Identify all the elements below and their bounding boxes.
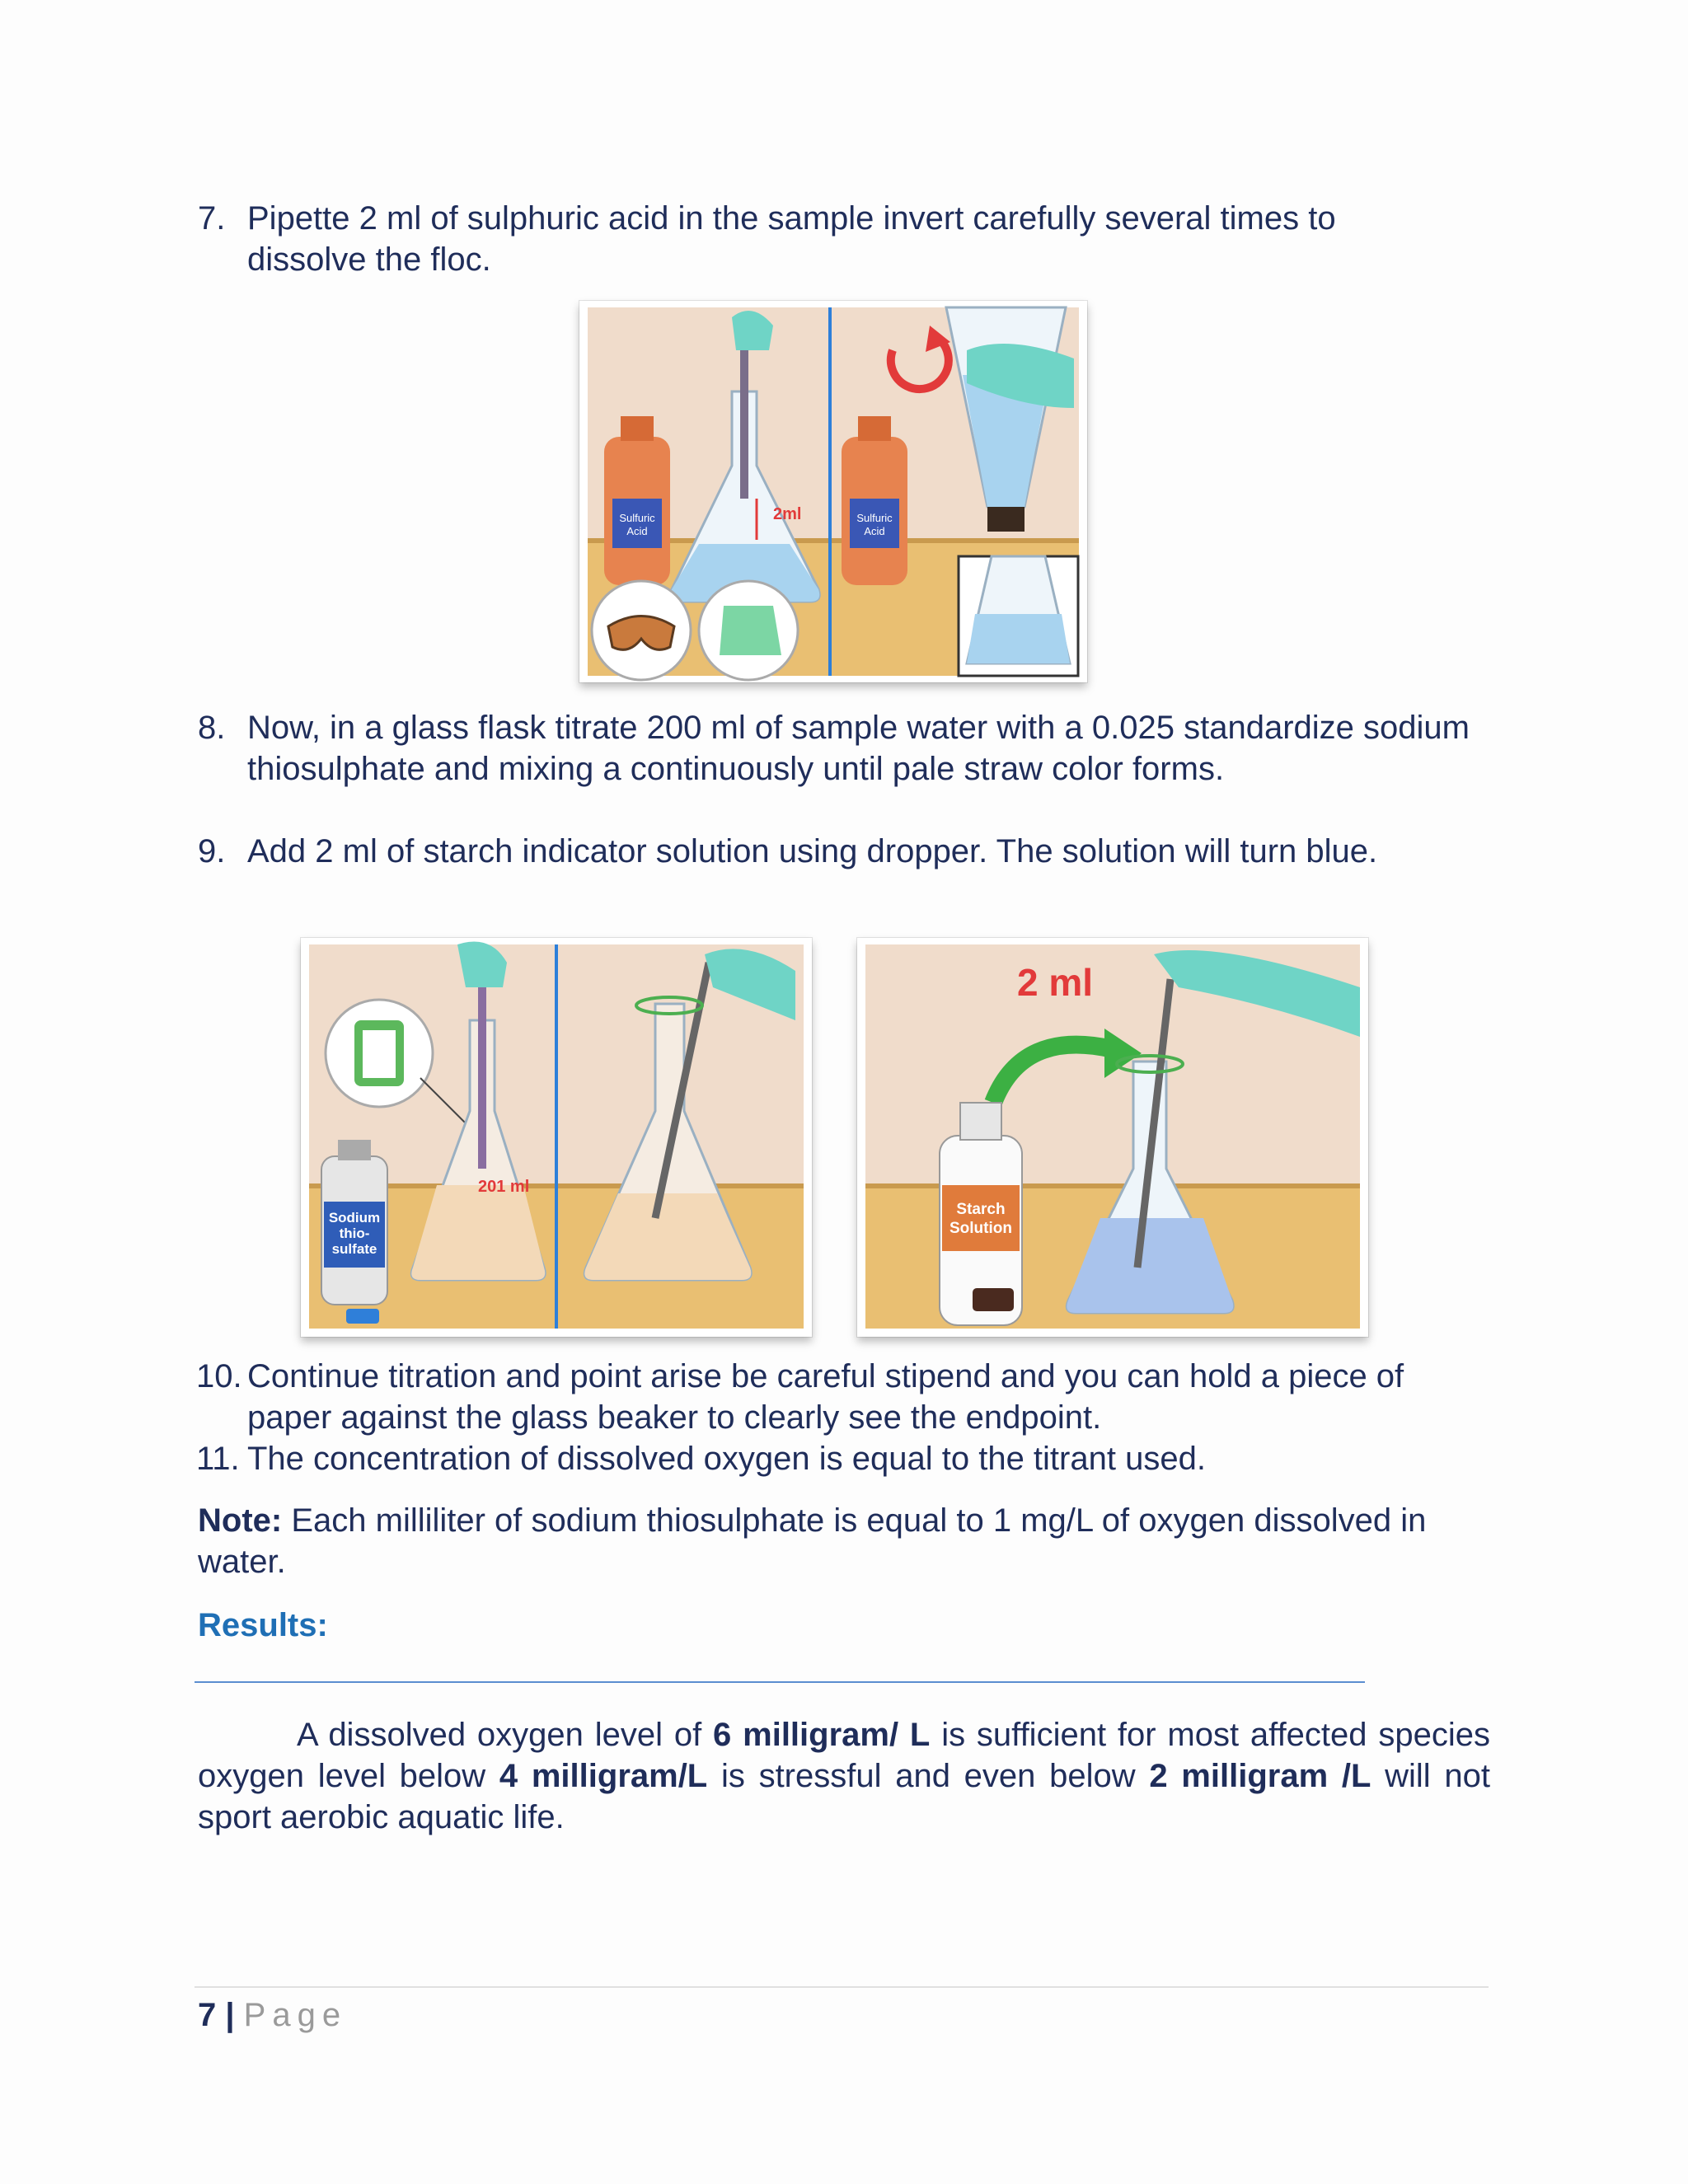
list-number: 7. bbox=[198, 200, 226, 237]
figure-starch-solution bbox=[857, 938, 1368, 1337]
note-label: Note: bbox=[198, 1502, 283, 1539]
results-paragraph bbox=[198, 1714, 1490, 1838]
list-item bbox=[198, 831, 1451, 872]
bottle-label: Starch bbox=[956, 1201, 1006, 1218]
list-number: 8. bbox=[198, 710, 226, 746]
list-text: Continue titration and point arise be careful stipend and you can hold a piece of paper against the glass beaker to clearly see the endpoint. bbox=[247, 1358, 1404, 1436]
note-text: Each milliliter of sodium thiosulphate is equal to 1 mg/L of oxygen dissolved in water. bbox=[198, 1502, 1427, 1580]
results-text: will not sport aerobic aquatic life. bbox=[198, 1758, 1490, 1835]
measure-label: 2ml bbox=[773, 505, 802, 523]
list-item bbox=[196, 1356, 1451, 1438]
list-item bbox=[198, 198, 1451, 280]
results-heading: Results: bbox=[198, 1607, 328, 1643]
results-value: 2 milligram /L bbox=[1149, 1758, 1372, 1794]
figure-sodium-thiosulfate-titration bbox=[301, 938, 812, 1337]
list-number: 9. bbox=[198, 833, 226, 869]
list-item bbox=[196, 1438, 1451, 1479]
footer-separator: | bbox=[216, 1997, 244, 2033]
bottle-label: Acid bbox=[864, 525, 885, 537]
page-word: Page bbox=[243, 1997, 348, 2033]
list-text: Add 2 ml of starch indicator solution using dropper. The solution will turn blue. bbox=[247, 833, 1378, 869]
bottle-label: Sodium bbox=[328, 1210, 381, 1226]
list-text: Pipette 2 ml of sulphuric acid in the sample invert carefully several times to dissolve the floc. bbox=[247, 200, 1336, 278]
list-text: Now, in a glass flask titrate 200 ml of sample water with a 0.025 standardize sodium thiosulphate and mixing a continuously until pale straw color forms. bbox=[247, 710, 1470, 787]
bottle-label: Solution bbox=[950, 1220, 1012, 1237]
list-text: The concentration of dissolved oxygen is equal to the titrant used. bbox=[247, 1441, 1206, 1477]
results-text: A dissolved oxygen level of bbox=[297, 1717, 714, 1753]
results-value: 6 milligram/ L bbox=[713, 1717, 931, 1753]
figure-sulphuric-acid bbox=[579, 301, 1087, 682]
figure-title: 2 ml bbox=[1016, 961, 1094, 1004]
bottle-label: Acid bbox=[626, 525, 648, 537]
note-paragraph bbox=[198, 1500, 1492, 1582]
section-divider bbox=[195, 1681, 1365, 1683]
bottle-label: Sulfuric bbox=[619, 512, 655, 524]
page-footer bbox=[198, 1994, 347, 2036]
bottle-label: Sulfuric bbox=[856, 512, 893, 524]
bottle-label: sulfate bbox=[331, 1241, 377, 1257]
results-value: 4 milligram/L bbox=[499, 1758, 708, 1794]
bottle-label: thio- bbox=[339, 1226, 370, 1241]
measure-label: 201 ml bbox=[478, 1178, 530, 1196]
footer-divider bbox=[195, 1986, 1489, 1988]
list-item bbox=[198, 707, 1475, 790]
page-number: 7 bbox=[198, 1997, 217, 2033]
results-text: is sufficient for most affected species oxygen level below bbox=[198, 1717, 1491, 1794]
list-number: 10. bbox=[196, 1358, 242, 1394]
list-number: 11. bbox=[196, 1441, 240, 1477]
results-text: is stressful and even below bbox=[707, 1758, 1150, 1794]
